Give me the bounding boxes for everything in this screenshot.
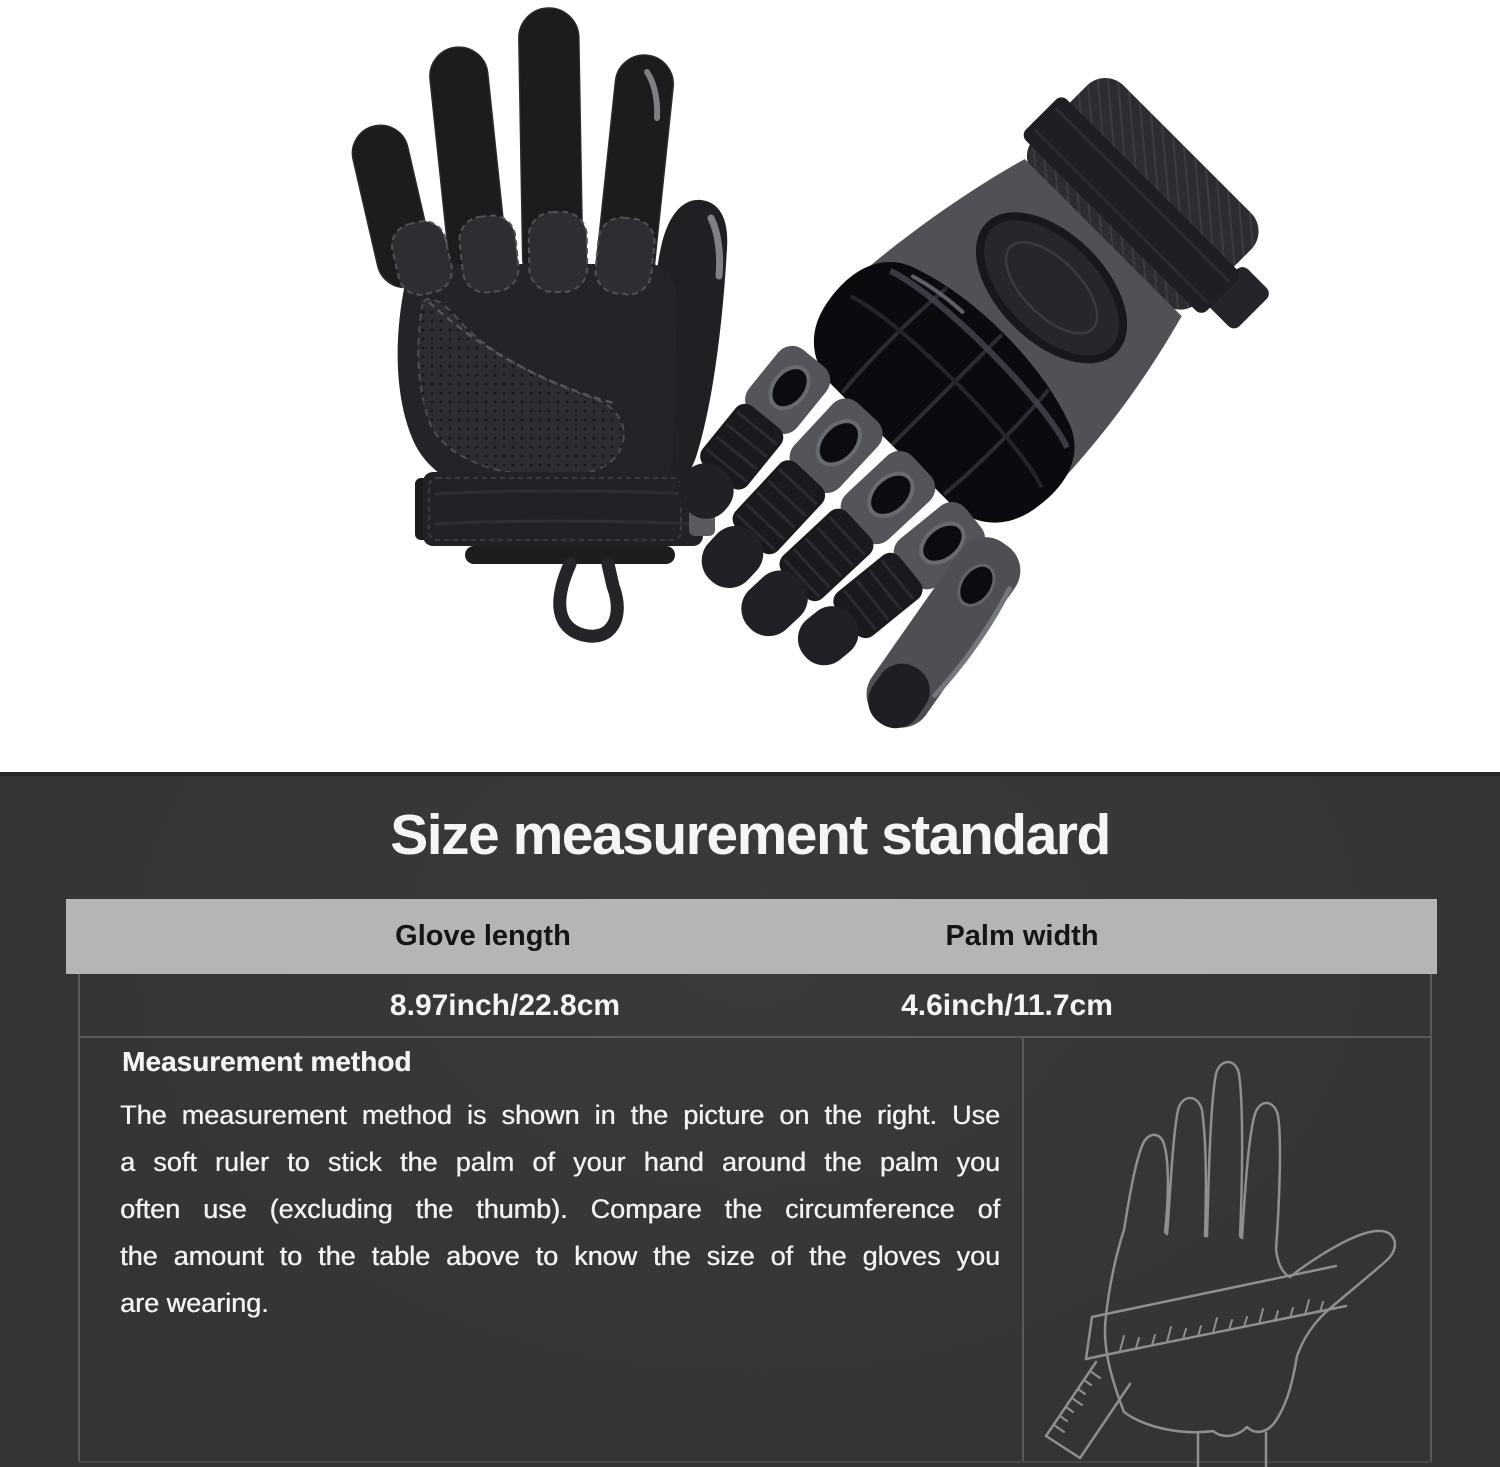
glove-length-value: 8.97inch/22.8cm [389,989,621,1022]
col-header-palm-width: Palm width [945,920,1099,952]
knuckle-glove-photo [630,55,1210,772]
measurement-method-heading: Measurement method [122,1046,412,1077]
hand-measurement-diagram [1036,1044,1436,1467]
size-table-header-row [66,899,1437,974]
size-info-panel [0,772,1500,1467]
palm-width-value: 4.6inch/11.7cm [901,989,1113,1022]
page-title: Size measurement standard [390,803,1110,867]
measurement-method-text: The measurement method is shown in the picture on the right. Use a soft ruler to stick the palm of your hand around the palm you often use (excluding the thumb). Compare the circumference of the amount to the table above to know the size of the gloves you are wearing. [120,1100,1000,1318]
row-divider [78,1036,1432,1038]
column-divider [1022,1036,1024,1463]
col-header-glove-length: Glove length [395,920,571,952]
panel-border-left [78,974,80,1463]
